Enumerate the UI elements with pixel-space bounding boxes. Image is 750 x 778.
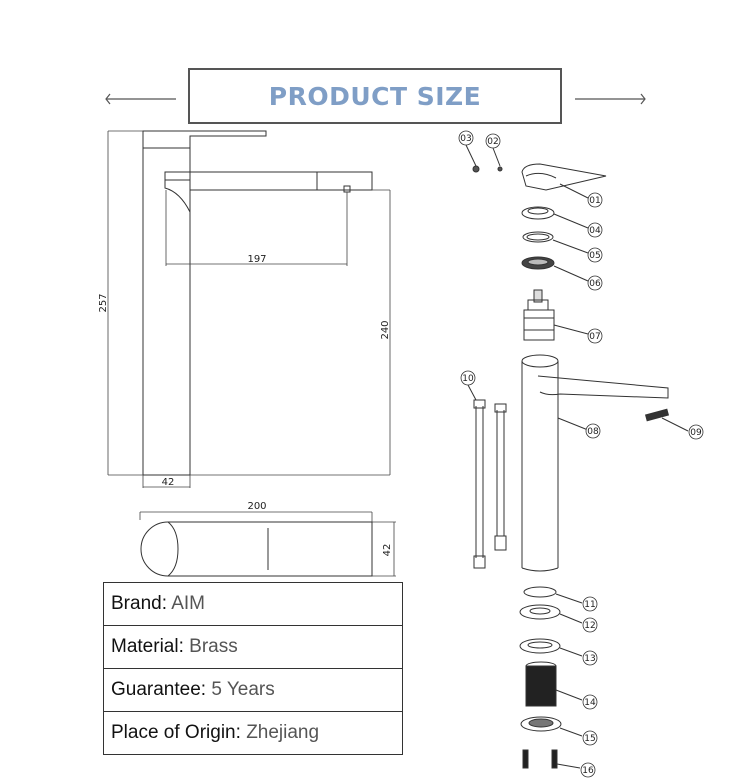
left-arrow-decoration: [106, 94, 176, 104]
dim-handle-length: 200: [247, 501, 267, 512]
spec-key: Guarantee:: [111, 679, 207, 700]
callout-12: 12: [584, 621, 596, 631]
dim-height-spout: 240: [380, 320, 391, 340]
callout-10: 10: [462, 374, 474, 384]
spec-value: AIM: [171, 593, 205, 614]
dim-height-total: 257: [98, 293, 109, 313]
exploded-view: [466, 145, 688, 768]
right-arrow-decoration: [575, 94, 645, 104]
part-callouts: [459, 131, 703, 777]
callout-05: 05: [589, 251, 601, 261]
faucet-top-view: [141, 522, 372, 576]
dim-base-diameter: 42: [161, 477, 175, 488]
spec-value: Brass: [189, 636, 238, 657]
spec-row-material: [104, 626, 403, 669]
callout-02: 02: [487, 137, 499, 147]
spec-table: [103, 582, 403, 755]
callout-11: 11: [584, 600, 596, 610]
spec-value: 5 Years: [211, 679, 275, 700]
spec-row-origin: [104, 712, 403, 755]
callout-15: 15: [584, 734, 596, 744]
dim-handle-width: 42: [382, 543, 393, 557]
callout-16: 16: [582, 766, 594, 776]
spec-row-guarantee: [104, 669, 403, 712]
dim-spout-reach: 197: [247, 254, 267, 265]
callout-09: 09: [690, 428, 702, 438]
callout-06: 06: [589, 279, 601, 289]
callout-14: 14: [584, 698, 596, 708]
faucet-side-view: [143, 131, 372, 475]
callout-04: 04: [589, 226, 601, 236]
callout-03: 03: [460, 134, 472, 144]
callout-13: 13: [584, 654, 596, 664]
page-title: PRODUCT SIZE: [268, 81, 482, 111]
spec-row-brand: [104, 583, 403, 626]
spec-value: Zhejiang: [246, 722, 320, 743]
callout-01: 01: [589, 196, 601, 206]
spec-key: Brand:: [111, 593, 167, 614]
callout-07: 07: [589, 332, 601, 342]
spec-key: Material:: [111, 636, 184, 657]
callout-08: 08: [587, 427, 599, 437]
spec-key: Place of Origin:: [111, 722, 241, 743]
